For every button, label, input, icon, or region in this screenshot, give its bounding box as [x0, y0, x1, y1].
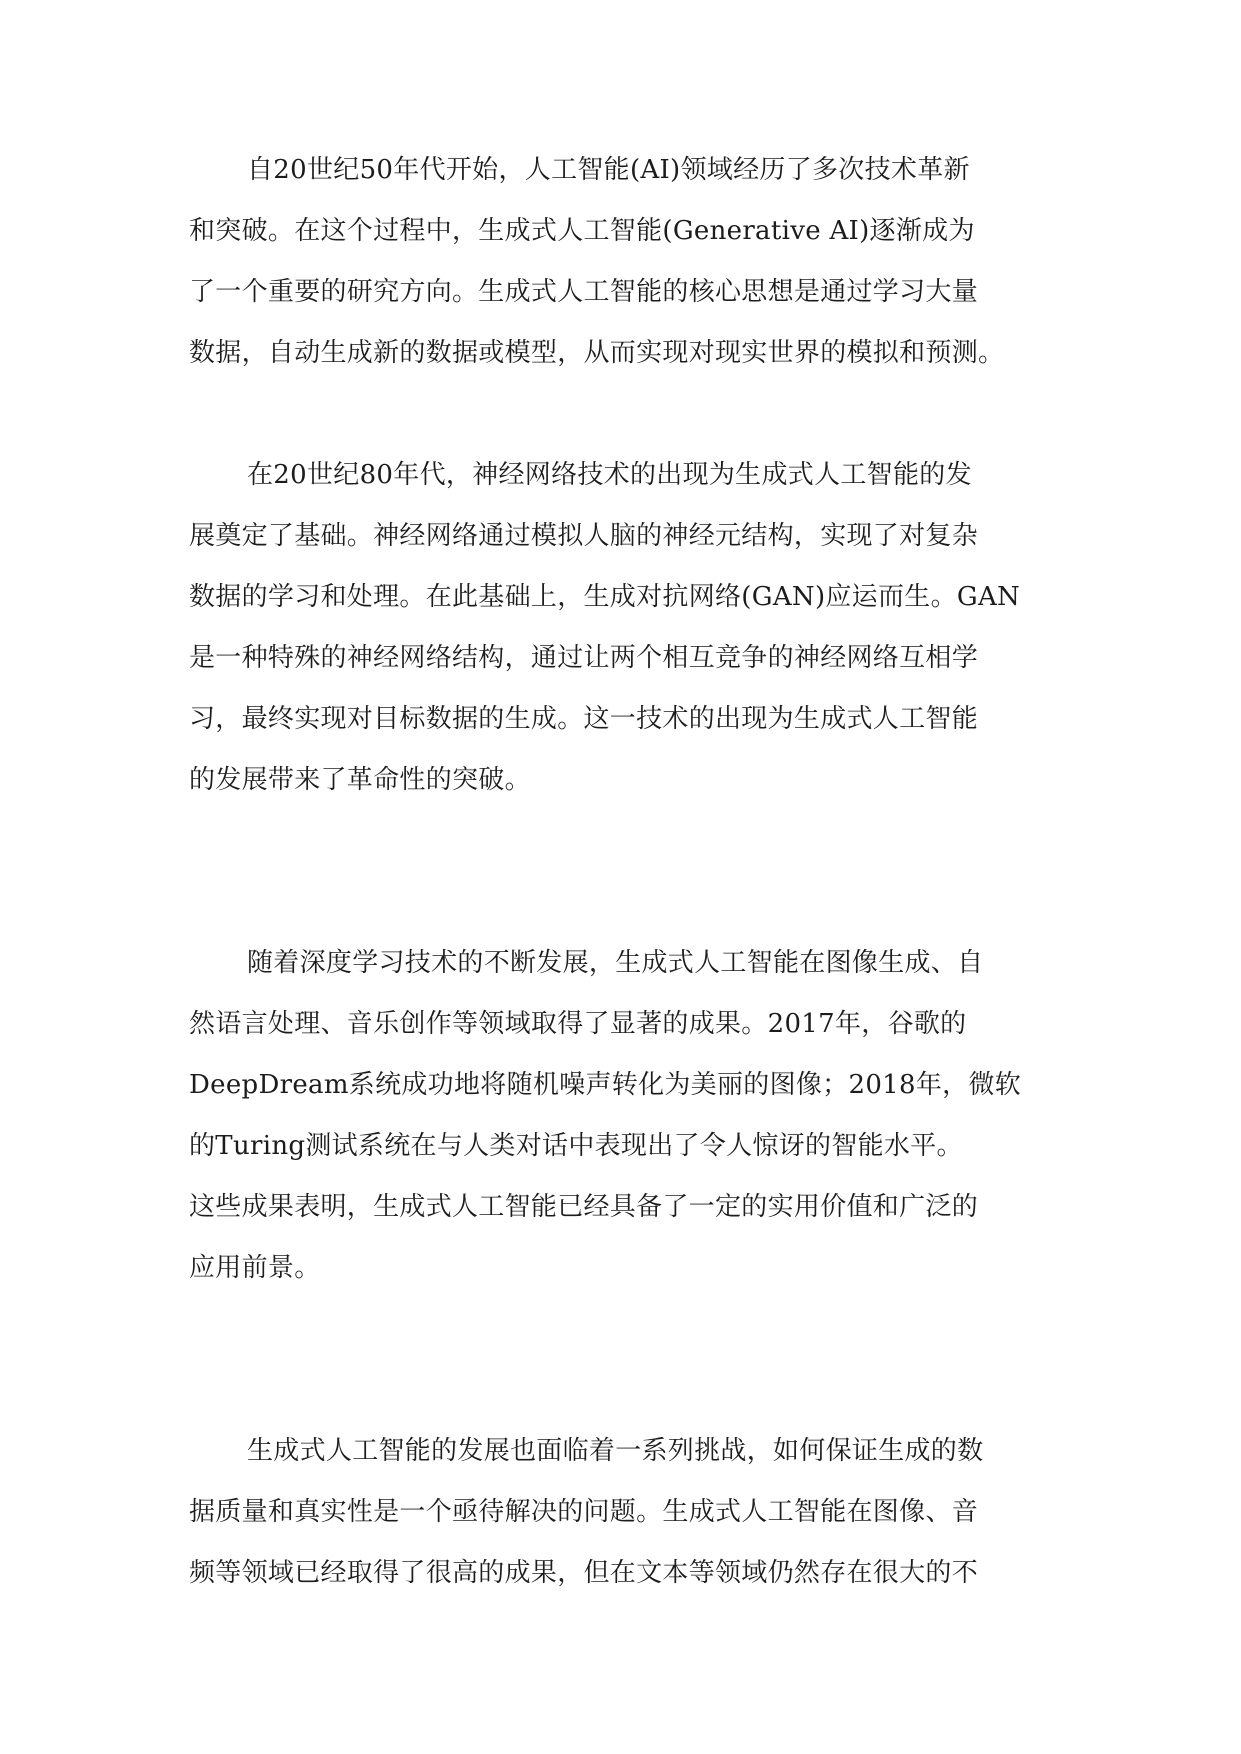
- text-line: 的Turing测试系统在与人类对话中表现出了令人惊讶的智能水平。: [189, 1131, 963, 1161]
- paragraph-3: [189, 933, 1021, 1299]
- text-line: 在20世纪80年代，神经网络技术的出现为生成式人工智能的发: [247, 460, 972, 490]
- text-line: 然语言处理、音乐创作等领域取得了显著的成果。2017年，谷歌的: [189, 1009, 967, 1039]
- text-line: 这些成果表明，生成式人工智能已经具备了一定的实用价值和广泛的: [189, 1192, 979, 1222]
- text-line: 自20世纪50年代开始，人工智能(AI)领域经历了多次技术革新: [247, 155, 970, 185]
- text-line: 了一个重要的研究方向。生成式人工智能的核心思想是通过学习大量: [189, 277, 979, 307]
- text-line: 频等领域已经取得了很高的成果，但在文本等领域仍然存在很大的不: [189, 1558, 979, 1588]
- text-line: 应用前景。: [189, 1253, 321, 1283]
- text-line: 数据，自动生成新的数据或模型，从而实现对现实世界的模拟和预测。: [189, 338, 1005, 368]
- paragraph-1: [189, 140, 1004, 384]
- text-line: 的发展带来了革命性的突破。: [189, 765, 531, 795]
- paragraph-4: [189, 1421, 983, 1604]
- text-line: 生成式人工智能的发展也面临着一系列挑战，如何保证生成的数: [247, 1436, 984, 1466]
- text-line: 展奠定了基础。神经网络通过模拟人脑的神经元结构，实现了对复杂: [189, 521, 979, 551]
- paragraph-2: [189, 445, 1020, 811]
- text-line: 随着深度学习技术的不断发展，生成式人工智能在图像生成、自: [247, 948, 984, 978]
- text-line: 数据的学习和处理。在此基础上，生成对抗网络(GAN)应运而生。GAN: [189, 582, 1021, 612]
- text-line: 据质量和真实性是一个亟待解决的问题。生成式人工智能在图像、音: [189, 1497, 979, 1527]
- text-line: 是一种特殊的神经网络结构，通过让两个相互竞争的神经网络互相学: [189, 643, 979, 673]
- text-line: 和突破。在这个过程中，生成式人工智能(Generative AI)逐渐成为: [189, 216, 975, 246]
- text-line: DeepDream系统成功地将随机噪声转化为美丽的图像；2018年，微软: [189, 1070, 1022, 1100]
- text-line: 习，最终实现对目标数据的生成。这一技术的出现为生成式人工智能: [189, 704, 979, 734]
